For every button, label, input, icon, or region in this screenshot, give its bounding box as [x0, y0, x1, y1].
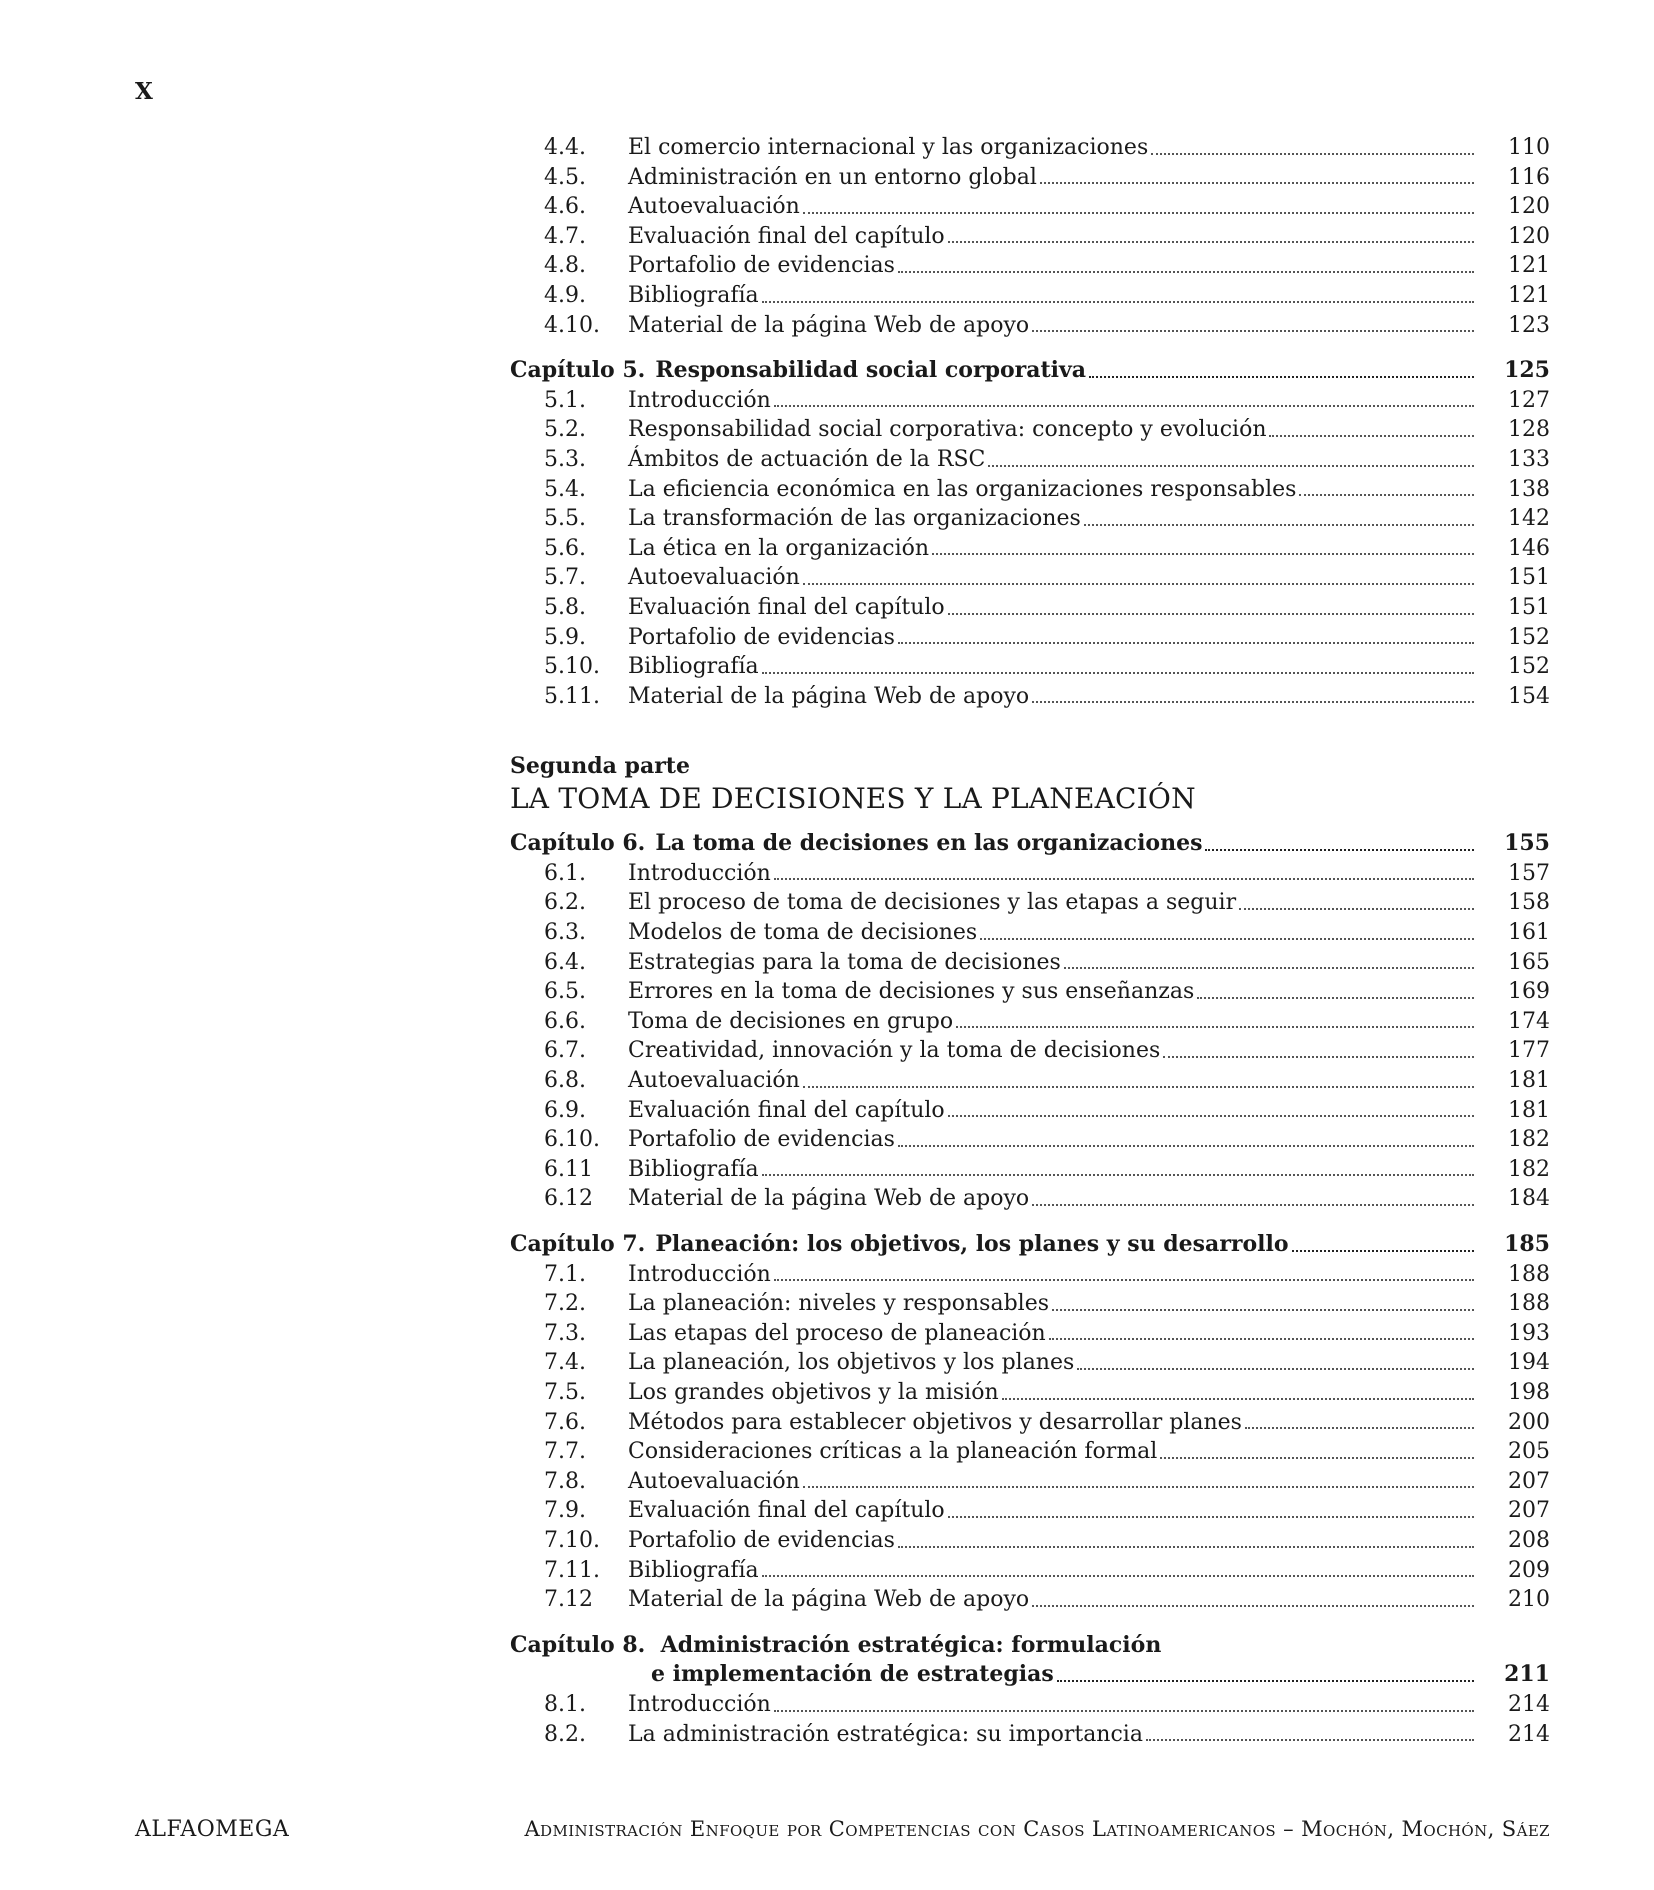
dot-leader [948, 1516, 1474, 1518]
dot-leader [948, 1115, 1474, 1117]
toc-entry[interactable]: 5.10. Bibliografía 152 [544, 654, 1550, 680]
dot-leader [1057, 1680, 1474, 1682]
dot-leader [762, 1575, 1474, 1577]
toc-entry[interactable]: 6.10. Portafolio de evidencias 182 [544, 1127, 1550, 1153]
toc-entry[interactable]: 6.9. Evaluación final del capítulo 181 [544, 1097, 1550, 1123]
toc-entry[interactable]: 5.2. Responsabilidad social corporativa: concepto y evolución 128 [544, 417, 1550, 443]
dot-leader [932, 553, 1474, 555]
toc-entry[interactable]: 6.11 Bibliografía 182 [544, 1156, 1550, 1182]
part-label: Segunda parte [510, 753, 690, 780]
toc-entry[interactable]: 7.10. Portafolio de evidencias 208 [544, 1527, 1550, 1553]
toc-entry[interactable]: 6.7. Creatividad, innovación y la toma de decisiones 177 [544, 1038, 1550, 1064]
dot-leader [1077, 1368, 1474, 1370]
toc-entry[interactable]: 5.9. Portafolio de evidencias 152 [544, 624, 1550, 650]
toc-entry[interactable]: 7.5. Los grandes objetivos y la misión 198 [544, 1379, 1550, 1405]
toc-entry[interactable]: 8.2. La administración estratégica: su importancia 214 [544, 1721, 1550, 1747]
toc-entry[interactable]: 4.7. Evaluación final del capítulo 120 [544, 223, 1550, 249]
toc-entry[interactable]: 6.6. Toma de decisiones en grupo 174 [544, 1008, 1550, 1034]
chapter-heading[interactable]: Capítulo 6. La toma de decisiones en las organizaciones 155 [510, 830, 1550, 857]
chapter-5 [510, 356, 1550, 711]
dot-leader [762, 1174, 1474, 1176]
toc-entry[interactable]: 7.8. Autoevaluación 207 [544, 1468, 1550, 1494]
toc-entry[interactable]: 6.2. El proceso de toma de decisiones y las etapas a seguir 158 [544, 890, 1550, 916]
toc-entry[interactable]: 7.6. Métodos para establecer objetivos y desarrollar planes 200 [544, 1409, 1550, 1435]
dot-leader [1052, 1309, 1474, 1311]
toc-entry[interactable]: 7.2. La planeación: niveles y responsables 188 [544, 1291, 1550, 1317]
dot-leader [948, 613, 1474, 615]
dot-leader [774, 1279, 1474, 1281]
dot-leader [803, 583, 1474, 585]
toc-entry[interactable]: 6.5. Errores en la toma de decisiones y sus enseñanzas 169 [544, 979, 1550, 1005]
toc-entry[interactable]: 5.3. Ámbitos de actuación de la RSC 133 [544, 446, 1550, 472]
toc-entry[interactable]: 6.12 Material de la página Web de apoyo 184 [544, 1186, 1550, 1212]
dot-leader [1032, 701, 1474, 703]
dot-leader [956, 1026, 1474, 1028]
table-of-contents [510, 133, 1550, 1749]
dot-leader [898, 271, 1474, 273]
footer-book-title: Administración Enfoque por Competencias con Casos Latinoamericanos – Mochón, Mochón, Sáez [524, 1817, 1550, 1841]
dot-leader [1032, 330, 1474, 332]
dot-leader [1089, 376, 1474, 378]
dot-leader [803, 1086, 1474, 1088]
footer-publisher: ALFAOMEGA [135, 1817, 290, 1842]
dot-leader [762, 672, 1474, 674]
dot-leader [948, 241, 1474, 243]
page-number: X [135, 78, 153, 105]
chapter-heading[interactable]: Capítulo 7. Planeación: los objetivos, los planes y su desarrollo 185 [510, 1231, 1550, 1257]
dot-leader [1292, 1250, 1474, 1252]
chapter-heading-continued[interactable]: e implementación de estrategias 211 [651, 1661, 1550, 1688]
dot-leader [803, 212, 1474, 214]
toc-entry[interactable]: 4.9. Bibliografía 121 [544, 282, 1550, 308]
dot-leader [1146, 1739, 1474, 1741]
dot-leader [762, 301, 1474, 303]
dot-leader [774, 405, 1474, 407]
chapter-heading[interactable]: Capítulo 8. Administración estratégica: formulación [510, 1631, 1162, 1658]
dot-leader [1245, 1427, 1474, 1429]
toc-entry[interactable]: 6.3. Modelos de toma de decisiones 161 [544, 920, 1550, 946]
toc-entry[interactable]: 5.7. Autoevaluación 151 [544, 565, 1550, 591]
dot-leader [1032, 1204, 1474, 1206]
dot-leader [1269, 435, 1474, 437]
toc-entry[interactable]: 6.4. Estrategias para la toma de decisiones 165 [544, 949, 1550, 975]
dot-leader [980, 938, 1474, 940]
toc-entry[interactable]: 5.1. Introducción 127 [544, 387, 1550, 413]
toc-entry[interactable]: 7.11. Bibliografía 209 [544, 1557, 1550, 1583]
part-title: LA TOMA DE DECISIONES Y LA PLANEACIÓN [510, 782, 1196, 816]
dot-leader [1040, 182, 1474, 184]
toc-entry[interactable]: 5.8. Evaluación final del capítulo 151 [544, 594, 1550, 620]
toc-entry[interactable]: 7.12 Material de la página Web de apoyo 210 [544, 1587, 1550, 1613]
dot-leader [1160, 1457, 1474, 1459]
dot-leader [1239, 908, 1474, 910]
toc-entry[interactable]: 7.9. Evaluación final del capítulo 207 [544, 1498, 1550, 1524]
dot-leader [774, 1710, 1474, 1712]
dot-leader [1002, 1398, 1474, 1400]
toc-entry[interactable]: 7.3. Las etapas del proceso de planeación 193 [544, 1320, 1550, 1346]
dot-leader [898, 642, 1474, 644]
chapter-6 [510, 829, 1550, 1214]
dot-leader [1205, 849, 1474, 851]
toc-entry[interactable]: 5.4. La eficiencia económica en las organizaciones responsables 138 [544, 476, 1550, 502]
chapter-heading[interactable]: Capítulo 5. Responsabilidad social corporativa 125 [510, 357, 1550, 384]
toc-entry[interactable]: 4.6. Autoevaluación 120 [544, 194, 1550, 220]
toc-entry[interactable]: 5.5. La transformación de las organizaciones 142 [544, 506, 1550, 532]
toc-entry[interactable]: 7.1. Introducción 188 [544, 1261, 1550, 1287]
toc-entry[interactable]: 4.4. El comercio internacional y las organizaciones 110 [544, 135, 1550, 160]
toc-entry[interactable]: 4.10. Material de la página Web de apoyo 123 [544, 312, 1550, 338]
toc-entry[interactable]: 8.1. Introducción 214 [544, 1691, 1550, 1717]
toc-entry[interactable]: 7.7. Consideraciones críticas a la planeación formal 205 [544, 1439, 1550, 1465]
dot-leader [1151, 153, 1474, 155]
toc-entry[interactable]: 6.8. Autoevaluación 181 [544, 1068, 1550, 1094]
dot-leader [898, 1546, 1474, 1548]
dot-leader [898, 1145, 1474, 1147]
dot-leader [1197, 997, 1474, 999]
dot-leader [988, 465, 1474, 467]
dot-leader [1049, 1338, 1474, 1340]
chapter-7 [510, 1230, 1550, 1615]
toc-entry[interactable]: 4.5. Administración en un entorno global 116 [544, 164, 1550, 190]
toc-entry[interactable]: 7.4. La planeación, los objetivos y los planes 194 [544, 1350, 1550, 1376]
chapter-4-items [510, 133, 1550, 340]
dot-leader [1299, 494, 1474, 496]
toc-entry[interactable]: 5.11. Material de la página Web de apoyo 154 [544, 683, 1550, 709]
dot-leader [803, 1486, 1474, 1488]
dot-leader [1064, 967, 1474, 969]
dot-leader [774, 878, 1474, 880]
dot-leader [1163, 1056, 1474, 1058]
dot-leader [1084, 524, 1474, 526]
dot-leader [1032, 1605, 1474, 1607]
toc-entry[interactable]: 4.8. Portafolio de evidencias 121 [544, 253, 1550, 279]
chapter-8 [510, 1631, 1550, 1749]
toc-entry[interactable]: 6.1. Introducción 157 [544, 860, 1550, 886]
toc-entry[interactable]: 5.6. La ética en la organización 146 [544, 535, 1550, 561]
